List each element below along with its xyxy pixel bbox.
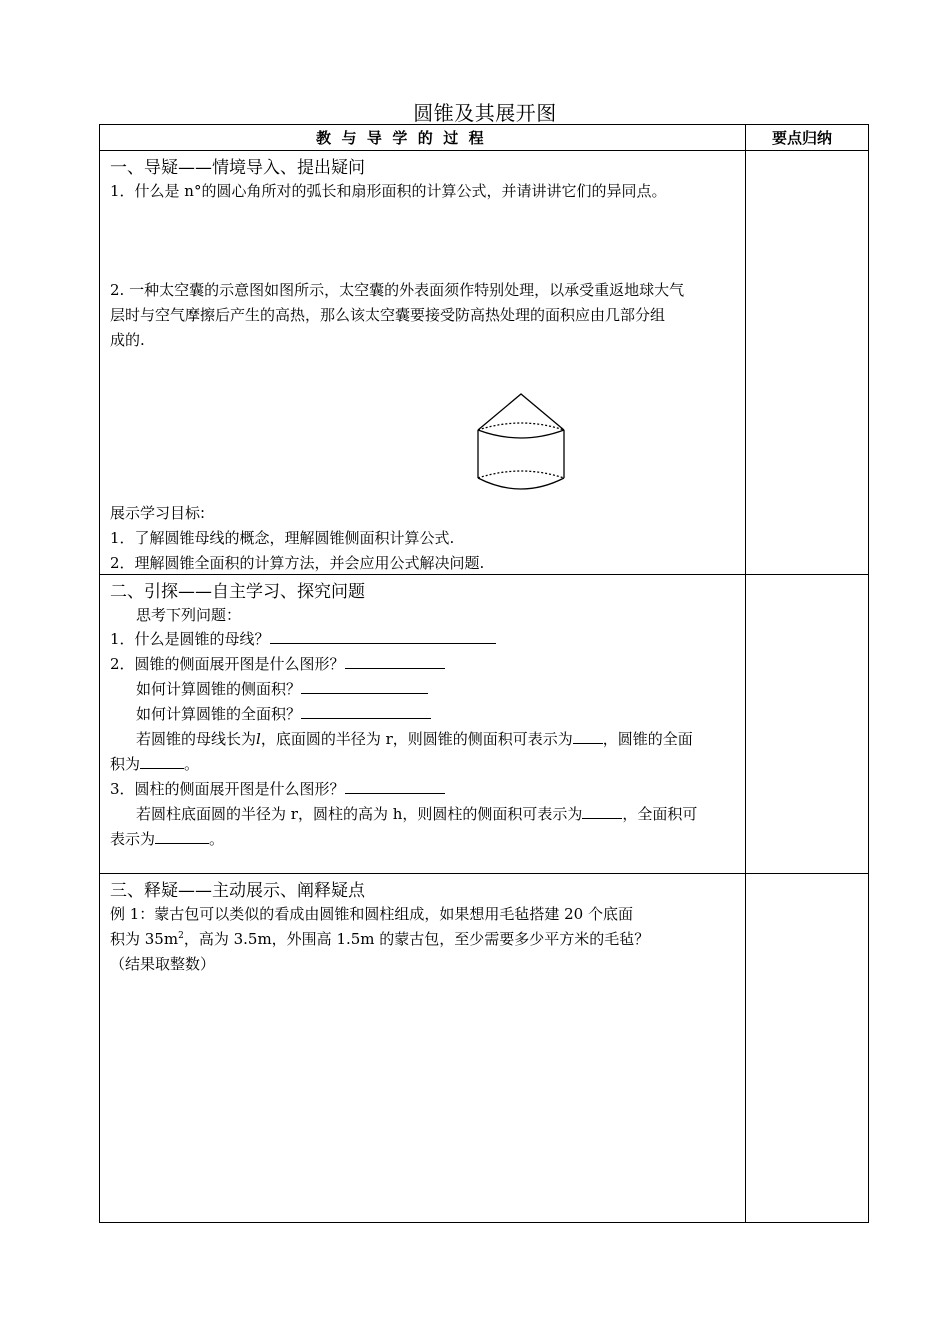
answer-blank[interactable] xyxy=(573,729,603,744)
s2-question-2c-cont xyxy=(110,753,199,774)
section2-heading: 二、引探——自主学习、探究问题 xyxy=(110,582,365,602)
answer-blank[interactable] xyxy=(301,679,428,694)
header-process: 教 与 导 学 的 过 程 xyxy=(316,129,484,147)
answer-blank[interactable] xyxy=(345,779,445,794)
text: 若圆柱底面圆的半径为 r，圆柱的高为 h，则圆柱的侧面积可表示为 xyxy=(136,805,583,823)
example-1-line2 xyxy=(110,928,649,949)
s2-question-2-text: 2．圆锥的侧面展开图是什么图形？ xyxy=(110,655,345,673)
section1-heading: 一、导疑——情境导入、提出疑问 xyxy=(110,158,365,178)
answer-blank[interactable] xyxy=(140,754,184,769)
answer-blank[interactable] xyxy=(301,704,431,719)
text: ，底面圆的半径为 r，则圆锥的侧面积可表示为 xyxy=(260,730,573,748)
goal-2: 2．理解圆锥全面积的计算方法，并会应用公式解决问题. xyxy=(110,554,485,572)
header-key-points: 要点归纳 xyxy=(772,129,833,147)
s2-question-3a-cont xyxy=(110,828,224,849)
cone-base-back xyxy=(478,423,564,430)
text: 积为 xyxy=(110,755,141,773)
answer-blank[interactable] xyxy=(155,829,209,844)
s2-question-3 xyxy=(110,778,445,799)
s2-question-2b-text: 如何计算圆锥的全面积？ xyxy=(136,705,302,723)
text: ，全面积可 xyxy=(622,805,698,823)
s2-question-2c xyxy=(136,728,693,749)
capsule-figure xyxy=(470,388,572,496)
cone-outline xyxy=(478,394,564,430)
section3-heading: 三、释疑——主动展示、阐释疑点 xyxy=(110,881,365,901)
answer-blank[interactable] xyxy=(582,804,622,819)
s2-question-2b xyxy=(136,703,431,724)
text-l: l xyxy=(256,730,261,748)
s2-question-3a xyxy=(136,803,697,824)
s1-question-2-line2: 层时与空气摩擦后产生的高热，那么该太空囊要接受防高热处理的面积应由几部分组 xyxy=(110,306,666,324)
text: 表示为 xyxy=(110,830,156,848)
superscript: 2 xyxy=(178,931,184,941)
answer-blank[interactable] xyxy=(270,629,496,644)
s2-question-2a xyxy=(136,678,428,699)
text: 。 xyxy=(184,755,200,773)
s1-question-2-line1: 2. 一种太空囊的示意图如图所示，太空囊的外表面须作特别处理，以承受重返地球大气 xyxy=(110,281,685,299)
section1-divider xyxy=(99,574,869,575)
text: ，圆锥的全面 xyxy=(602,730,693,748)
text: ，高为 3.5m，外围高 1.5m 的蒙古包，至少需要多少平方米的毛毡？ xyxy=(183,930,650,948)
s2-question-2a-text: 如何计算圆锥的侧面积？ xyxy=(136,680,302,698)
s1-question-2-line3: 成的. xyxy=(110,331,145,349)
text: 若圆锥的母线长为 xyxy=(136,730,257,748)
s2-question-3-text: 3．圆柱的侧面展开图是什么图形？ xyxy=(110,780,345,798)
s2-question-2 xyxy=(110,653,445,674)
text: 积为 35m xyxy=(110,930,179,948)
cylinder-bottom-back xyxy=(478,471,564,478)
s2-intro: 思考下列问题： xyxy=(136,606,242,624)
column-divider xyxy=(745,124,746,1223)
page-title: 圆锥及其展开图 xyxy=(413,101,557,125)
s2-question-1 xyxy=(110,628,496,649)
goals-label: 展示学习目标: xyxy=(110,504,206,522)
section2-divider xyxy=(99,873,869,874)
example-1-line1: 例 1：蒙古包可以类似的看成由圆锥和圆柱组成，如果想用毛毡搭建 20 个底面 xyxy=(110,905,633,923)
cone-base-front xyxy=(478,430,564,438)
goal-1: 1．了解圆锥母线的概念，理解圆锥侧面积计算公式. xyxy=(110,529,455,547)
s1-question-1: 1．什么是 n°的圆心角所对的弧长和扇形面积的计算公式，并请讲讲它们的异同点。 xyxy=(110,182,667,200)
header-divider xyxy=(99,150,869,151)
text: 。 xyxy=(209,830,225,848)
answer-blank[interactable] xyxy=(345,654,445,669)
cylinder-bottom-front xyxy=(478,478,564,489)
example-1-line3: （结果取整数） xyxy=(110,955,216,973)
s2-question-1-text: 1．什么是圆锥的母线？ xyxy=(110,630,270,648)
